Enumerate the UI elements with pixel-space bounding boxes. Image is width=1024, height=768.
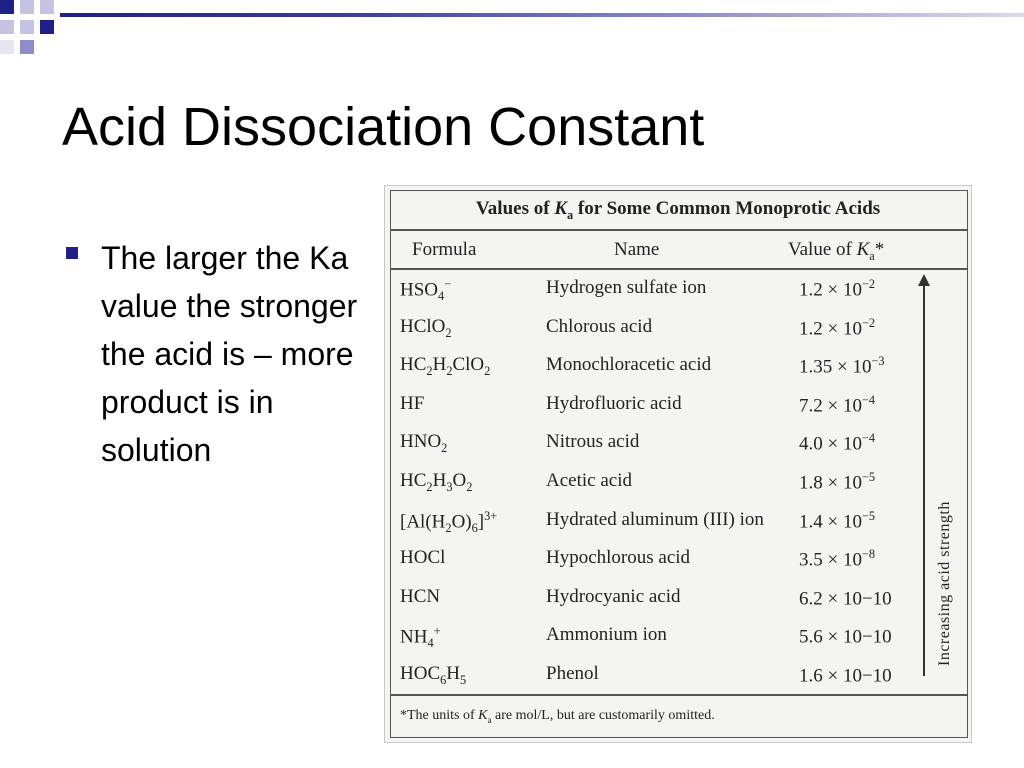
table-row xyxy=(385,277,971,315)
cell-name: Hydrated aluminum (III) ion xyxy=(546,508,764,530)
table-row xyxy=(385,547,971,585)
cell-name: Acetic acid xyxy=(546,470,632,491)
cell-formula: $HOC_6H_5$ xyxy=(400,663,467,687)
decor-square-1 xyxy=(0,0,14,14)
cell-formula: HOCl xyxy=(400,547,446,569)
cell-value: 5.6 × 10−10 xyxy=(799,626,892,648)
rule-above-footnote xyxy=(391,694,967,696)
cell-name: Hypochlorous acid xyxy=(546,547,691,569)
arrow-shaft xyxy=(923,278,925,676)
table-row xyxy=(385,316,971,354)
cell-formula: HF xyxy=(400,392,425,414)
decor-square-4 xyxy=(0,20,14,34)
bullet-text: The larger the Ka value the stronger the acid is – more product is in solution xyxy=(101,240,358,468)
table-row xyxy=(385,509,971,547)
cell-value: $1.2 \times 10^{-2}$ xyxy=(799,277,876,301)
table-row xyxy=(385,354,971,392)
header-formula: Formula xyxy=(412,239,477,260)
table-row xyxy=(385,470,971,508)
cell-value: $1.8 \times 10^{-5}$ xyxy=(799,470,876,494)
decor-square-7 xyxy=(20,40,34,54)
acid-strength-label: Increasing acid strength xyxy=(936,501,953,666)
decor-square-6 xyxy=(40,20,54,34)
cell-formula: HClO$_2$ xyxy=(400,315,452,340)
table-caption: Values of $K_a$ for Some Common Monoprotic Acids xyxy=(475,198,881,222)
slide-title: Acid Dissociation Constant xyxy=(62,97,705,157)
cell-value: 1.6 × 10−10 xyxy=(799,665,892,687)
rule-under-header xyxy=(391,268,967,270)
bullet-square-icon xyxy=(66,247,78,259)
cell-name: Hydrocyanic acid xyxy=(546,585,681,607)
cell-value: $7.2 \times 10^{-4}$ xyxy=(799,392,876,417)
cell-value: 6.2 × 10−10 xyxy=(799,588,892,610)
cell-value: $1.4 \times 10^{-5}$ xyxy=(799,508,876,532)
decor-square-5 xyxy=(20,20,34,34)
decor-square-3 xyxy=(40,0,54,14)
cell-formula: $[Al(H_2O)_6]^{3+}$ xyxy=(400,508,498,535)
table-row xyxy=(385,624,971,662)
cell-name: Ammonium ion xyxy=(546,624,667,646)
table-row xyxy=(385,586,971,624)
cell-formula: $NH_4^+$ xyxy=(400,624,441,651)
table-row xyxy=(385,431,971,469)
decor-square-2 xyxy=(20,0,34,14)
cell-formula: HCN xyxy=(400,585,441,607)
table-row xyxy=(385,393,971,431)
cell-name: Phenol xyxy=(546,663,599,684)
cell-formula: $HSO_4^-$ xyxy=(400,277,452,304)
cell-value: $3.5 \times 10^{-8}$ xyxy=(799,547,876,571)
cell-name: Chlorous acid xyxy=(546,315,653,337)
cell-value: $1.35 \times 10^{-3}$ xyxy=(799,354,885,378)
rule-under-caption xyxy=(391,229,967,231)
cell-value: $4.0 \times 10^{-4}$ xyxy=(799,431,876,455)
header-rule xyxy=(60,13,1024,17)
header-value: Value of $K_a*$ xyxy=(788,239,885,263)
cell-formula: $HC_2H_3O_2$ xyxy=(400,470,473,494)
cell-name: Nitrous acid xyxy=(546,431,640,453)
table-footnote: *The units of $K_a$ are mol/L, but are customarily omitted. xyxy=(400,708,715,725)
cell-value: $1.2 \times 10^{-2}$ xyxy=(799,315,876,339)
cell-name: Monochloracetic acid xyxy=(546,354,712,376)
cell-formula: $HC_2H_2ClO_2$ xyxy=(400,354,491,378)
cell-name: Hydrofluoric acid xyxy=(546,392,682,414)
decor-square-8 xyxy=(0,40,14,54)
header-name: Name xyxy=(614,239,660,260)
cell-name: Hydrogen sulfate ion xyxy=(546,277,707,298)
cell-formula: $HNO_2$ xyxy=(400,431,448,456)
ka-table-image xyxy=(384,185,972,743)
